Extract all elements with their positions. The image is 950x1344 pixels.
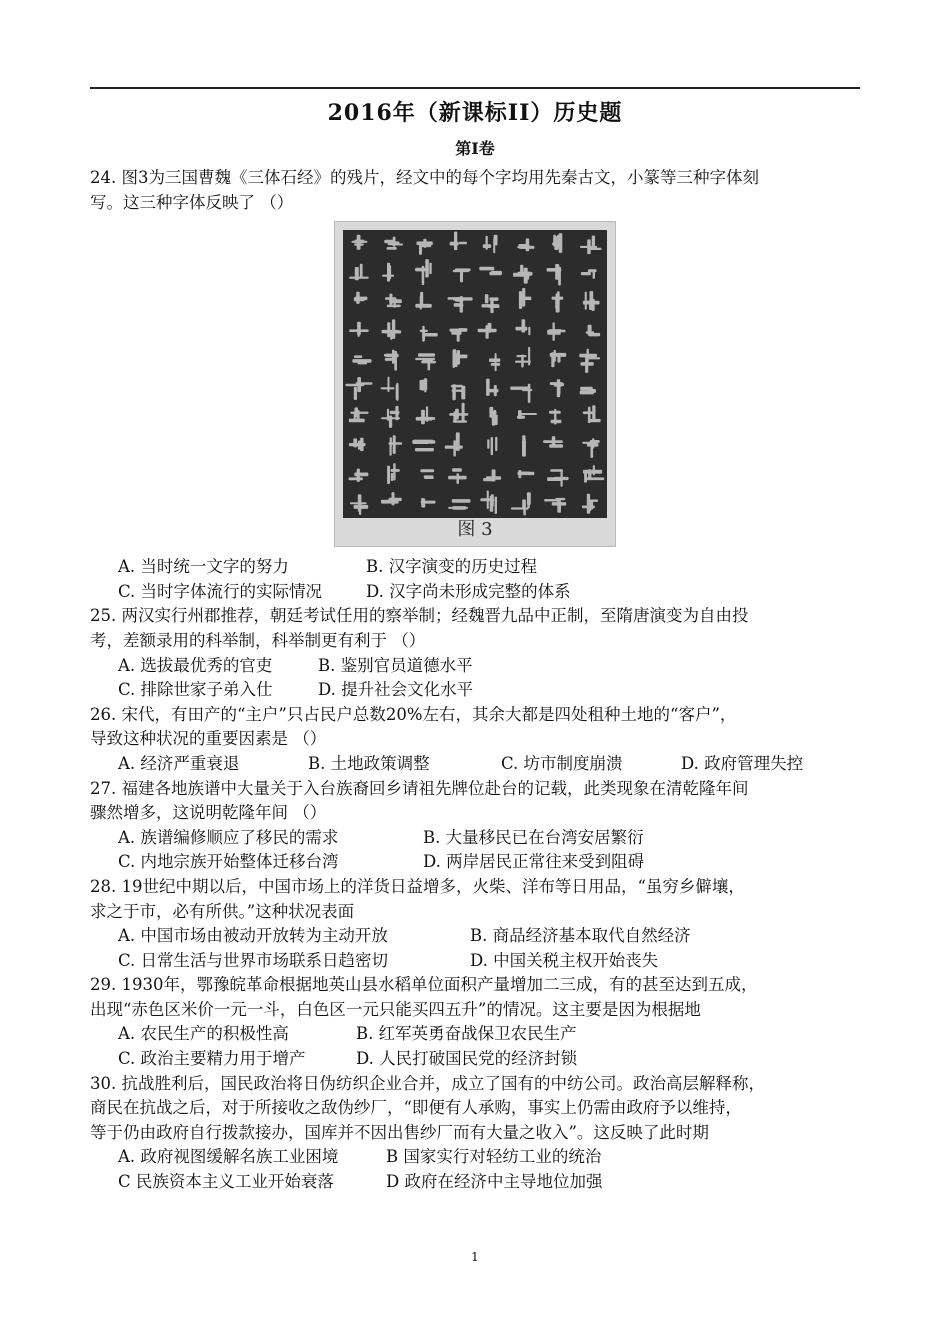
question-stem xyxy=(90,777,860,826)
glyph-stroke xyxy=(555,264,559,280)
glyph-stroke xyxy=(549,411,561,414)
question-30 xyxy=(90,1072,860,1195)
glyph-stroke xyxy=(354,240,364,243)
option-d: D 政府在经济中主导地位加强 xyxy=(386,1172,603,1192)
page-number: 1 xyxy=(471,1250,479,1264)
glyph-stroke xyxy=(354,408,358,418)
option-b: B. 红军英勇奋战保卫农民生产 xyxy=(356,1024,577,1044)
glyph-stroke xyxy=(483,244,491,248)
glyph-stroke xyxy=(457,329,460,342)
glyph-stroke xyxy=(457,473,460,484)
glyph-stroke xyxy=(527,497,530,508)
option-a: A. 政府视图缓解名族工业困境 xyxy=(118,1147,339,1167)
stem-line: 26. 宋代，有田产的“主户”只占民户总数20%左右，其余大都是四处租种土地的“客户”， xyxy=(90,704,737,724)
glyph-stroke xyxy=(585,292,587,310)
question-28 xyxy=(90,875,860,973)
glyph-stroke xyxy=(391,473,394,481)
option-c: C. 内地宗族开始整体迁移台湾 xyxy=(118,852,339,872)
glyph-stroke xyxy=(388,377,390,392)
stem-line: 等于仍由政府自行拨款接办，国库并不因出售纱厂而有大量之收入”。这反映了此时期 xyxy=(90,1122,709,1142)
option-row xyxy=(118,752,860,777)
glyph-stroke xyxy=(520,297,532,301)
stem-line: 商民在抗战之后，对于所接收之敌伪纱厂，“即便有人承购，事实上仍需由政府予以维持， xyxy=(90,1098,742,1118)
option-c: C. 坊市制度崩溃 xyxy=(501,753,623,773)
glyph-stroke xyxy=(557,500,561,513)
glyph-stroke xyxy=(584,473,587,483)
glyph-stroke xyxy=(592,405,595,421)
option-a: A. 当时统一文字的努力 xyxy=(118,557,289,577)
option-c: C. 日常生活与世界市场联系日趋密切 xyxy=(118,950,389,970)
stem-line: 25. 两汉实行州郡推荐，朝廷考试任用的察举制；经魏晋九品中正制，至隋唐演变为自由投 xyxy=(90,606,749,626)
glyph-stroke xyxy=(581,272,591,275)
glyph-stroke xyxy=(516,327,528,331)
option-b: B. 汉字演变的历史过程 xyxy=(366,557,538,577)
glyph-stroke xyxy=(582,506,595,509)
glyph-stroke xyxy=(559,233,563,253)
glyph-stroke xyxy=(586,478,604,481)
option-c: C. 当时字体流行的实际情况 xyxy=(118,581,323,601)
glyph-stroke xyxy=(391,469,400,472)
option-row xyxy=(118,924,860,949)
rubbing-image xyxy=(343,230,607,518)
glyph-stroke xyxy=(554,383,562,387)
glyph-stroke xyxy=(522,500,524,509)
glyph-stroke xyxy=(352,359,371,363)
glyph-stroke xyxy=(425,259,429,277)
glyph-stroke xyxy=(588,248,602,250)
glyph-stroke xyxy=(492,470,496,482)
glyph-stroke xyxy=(394,351,397,371)
options xyxy=(90,1022,860,1071)
glyph-stroke xyxy=(587,349,589,362)
glyph-stroke xyxy=(421,361,436,364)
option-d: D. 人民打破国民党的经济封锁 xyxy=(356,1049,578,1069)
glyph-stroke xyxy=(453,270,469,272)
glyph-stroke xyxy=(516,355,526,357)
stem-line: 28. 19世纪中期以后，中国市场上的洋货日益增多，火柴、洋布等日用品，“虽穷乡僻壤， xyxy=(90,876,745,896)
glyph-stroke xyxy=(387,409,389,421)
stem-line: 24. 图3为三国曹魏《三体石经》的残片，经文中的每个字均用先秦古文，小篆等三种字体刻 xyxy=(90,168,759,187)
glyph-stroke xyxy=(354,356,362,359)
glyph-stroke xyxy=(581,362,594,366)
glyph-stroke xyxy=(421,498,423,507)
glyph-stroke xyxy=(354,473,368,477)
glyph-stroke xyxy=(557,379,560,397)
option-b: B. 大量移民已在台湾安居繁衍 xyxy=(423,827,644,847)
glyph-stroke xyxy=(543,440,563,443)
stone-classic-rubbing-figure xyxy=(334,221,616,547)
glyph-stroke xyxy=(491,271,502,274)
rubbing-glyphs xyxy=(343,230,607,518)
glyph-stroke xyxy=(528,327,530,335)
glyph-stroke xyxy=(488,323,492,333)
question-stem xyxy=(90,1072,860,1146)
glyph-stroke xyxy=(453,421,467,423)
glyph-stroke xyxy=(424,476,434,478)
option-row xyxy=(118,580,860,605)
glyph-stroke xyxy=(354,387,357,400)
glyph-stroke xyxy=(593,270,595,279)
glyph-stroke xyxy=(588,333,600,337)
glyph-stroke xyxy=(592,236,595,249)
glyph-stroke xyxy=(388,242,400,246)
glyph-stroke xyxy=(452,499,471,503)
glyph-stroke xyxy=(522,389,532,391)
glyph-stroke xyxy=(511,508,529,510)
options xyxy=(90,555,860,604)
stem-line: 考，差额录用的科举制，科举制更有利于 （） xyxy=(90,630,426,650)
glyph-stroke xyxy=(588,407,591,424)
glyph-stroke xyxy=(486,379,490,396)
glyph-stroke xyxy=(419,244,422,255)
option-a: A. 经济严重衰退 xyxy=(118,753,240,773)
glyph-stroke xyxy=(416,417,433,421)
glyph-stroke xyxy=(422,330,425,341)
glyph-stroke xyxy=(495,437,497,451)
glyph-stroke xyxy=(452,468,462,472)
glyph-stroke xyxy=(420,380,423,390)
glyph-stroke xyxy=(349,277,369,279)
question-list xyxy=(90,166,860,1195)
question-25 xyxy=(90,604,860,702)
glyph-stroke xyxy=(494,410,497,420)
glyph-stroke xyxy=(556,293,560,312)
glyph-stroke xyxy=(452,384,455,400)
glyph-stroke xyxy=(387,466,390,484)
glyph-stroke xyxy=(462,403,465,422)
option-row xyxy=(118,850,860,875)
option-d: D. 政府管理失控 xyxy=(681,753,804,773)
option-row xyxy=(118,1145,860,1170)
glyph-stroke xyxy=(485,294,489,303)
glyph-stroke xyxy=(454,353,458,367)
glyph-stroke xyxy=(551,352,554,367)
glyph-stroke xyxy=(490,299,493,313)
page-title: 2016年（新课标II）历史题 xyxy=(327,100,623,126)
glyph-stroke xyxy=(384,331,401,334)
glyph-stroke xyxy=(390,330,392,340)
option-b: B 国家实行对轻纺工业的统治 xyxy=(386,1147,602,1167)
glyph-stroke xyxy=(415,304,431,308)
glyph-stroke xyxy=(392,350,395,364)
option-a: A. 族谱编修顺应了移民的需求 xyxy=(118,827,339,847)
glyph-stroke xyxy=(355,267,359,280)
option-row xyxy=(118,1170,860,1195)
glyph-stroke xyxy=(519,244,528,248)
options xyxy=(90,752,860,777)
glyph-stroke xyxy=(389,416,392,428)
option-row xyxy=(118,678,860,703)
glyph-stroke xyxy=(494,235,498,246)
glyph-stroke xyxy=(349,478,363,481)
option-d: D. 两岸居民正常往来受到阻碍 xyxy=(423,852,645,872)
glyph-stroke xyxy=(588,269,597,272)
glyph-stroke xyxy=(556,498,566,500)
glyph-stroke xyxy=(522,435,525,452)
glyph-stroke xyxy=(424,378,427,390)
stem-line: 27. 福建各地族谱中大量关于入台族裔回乡请祖先牌位赴台的记载，此类现象在清乾隆年间 xyxy=(90,778,749,798)
glyph-stroke xyxy=(456,433,460,452)
glyph-stroke xyxy=(350,502,367,504)
option-row xyxy=(118,826,860,851)
glyph-stroke xyxy=(551,420,562,424)
glyph-stroke xyxy=(561,470,563,487)
glyph-stroke xyxy=(385,297,396,300)
glyph-stroke xyxy=(349,443,366,446)
glyph-stroke xyxy=(415,358,435,360)
glyph-stroke xyxy=(593,465,595,475)
glyph-stroke xyxy=(547,330,565,333)
option-b: B. 鉴别官员道德水平 xyxy=(318,655,473,675)
glyph-stroke xyxy=(522,319,526,332)
option-row xyxy=(118,1047,860,1072)
glyph-stroke xyxy=(587,443,598,447)
glyph-stroke xyxy=(389,442,403,445)
glyph-stroke xyxy=(454,232,457,251)
glyph-stroke xyxy=(360,264,363,279)
option-c: C. 政治主要精力用于增产 xyxy=(118,1049,306,1069)
option-row xyxy=(118,1022,860,1047)
glyph-stroke xyxy=(395,406,398,420)
glyph-stroke xyxy=(450,329,463,332)
option-b: B. 商品经济基本取代自然经济 xyxy=(470,926,691,946)
glyph-stroke xyxy=(590,440,600,443)
option-a: A. 农民生产的积极性高 xyxy=(118,1024,289,1044)
glyph-stroke xyxy=(349,419,365,423)
glyph-stroke xyxy=(387,271,390,279)
options xyxy=(90,826,860,875)
glyph-stroke xyxy=(513,273,530,277)
stem-line: 写。这三种字体反映了 （） xyxy=(90,192,294,212)
question-26 xyxy=(90,703,860,777)
glyph-stroke xyxy=(583,301,600,305)
option-row xyxy=(118,555,860,580)
glyph-stroke xyxy=(387,322,390,337)
question-stem xyxy=(90,166,860,215)
option-c: C 民族资本主义工业开始衰落 xyxy=(118,1172,334,1192)
glyph-stroke xyxy=(423,239,426,248)
section-title: 第I卷 xyxy=(455,139,495,158)
options xyxy=(90,654,860,703)
glyph-stroke xyxy=(495,353,497,371)
question-24 xyxy=(90,166,860,604)
glyph-stroke xyxy=(420,469,434,472)
glyph-stroke xyxy=(450,242,459,246)
glyph-stroke xyxy=(517,416,525,419)
glyph-stroke xyxy=(345,384,364,387)
glyph-stroke xyxy=(448,507,468,509)
glyph-stroke xyxy=(396,383,398,401)
glyph-stroke xyxy=(454,303,464,307)
option-a: A. 选拔最优秀的官吏 xyxy=(118,655,273,675)
glyph-stroke xyxy=(518,470,521,478)
option-c: C. 排除世家子弟入仕 xyxy=(118,680,273,700)
glyph-stroke xyxy=(487,491,489,510)
option-b: B. 土地政策调整 xyxy=(308,753,430,773)
option-row xyxy=(118,654,860,679)
stem-line: 骤然增多，这说明乾隆年间 （） xyxy=(90,803,327,823)
glyph-stroke xyxy=(580,391,594,395)
glyph-stroke xyxy=(587,240,591,255)
glyph-stroke xyxy=(392,320,395,340)
glyph-stroke xyxy=(461,386,465,400)
stem-line: 求之于市，必有所供。”这种状况表面 xyxy=(90,901,355,921)
glyph-stroke xyxy=(491,494,494,506)
option-a: A. 中国市场由被动开放转为主动开放 xyxy=(118,926,388,946)
glyph-stroke xyxy=(415,448,434,451)
glyph-stroke xyxy=(459,355,467,359)
glyph-stroke xyxy=(381,500,399,504)
question-27 xyxy=(90,777,860,875)
option-row xyxy=(118,949,860,974)
glyph-stroke xyxy=(589,357,601,359)
glyph-stroke xyxy=(459,242,467,245)
stem-line: 出现“赤色区米价一元一斗，白色区一元只能买四五升”的情况。这主要是因为根据地 xyxy=(90,999,701,1019)
glyph-stroke xyxy=(429,263,431,275)
options xyxy=(90,924,860,973)
glyph-stroke xyxy=(418,353,435,356)
glyph-stroke xyxy=(491,437,493,455)
glyph-stroke xyxy=(587,494,590,514)
option-d: D. 提升社会文化水平 xyxy=(318,680,474,700)
stem-line: 29. 1930年，鄂豫皖革命根据地英山县水稻单位面积产量增加二三成，有的甚至达到五成， xyxy=(90,975,758,995)
glyph-stroke xyxy=(357,322,361,335)
glyph-stroke xyxy=(549,444,563,448)
glyph-stroke xyxy=(479,267,494,271)
stem-line: 30. 抗战胜利后，国民政治将日伪纺织企业合并，成立了国有的中纺公司。政治高层解释称， xyxy=(90,1073,765,1093)
question-stem xyxy=(90,703,860,752)
top-rule xyxy=(90,87,860,89)
glyph-stroke xyxy=(528,347,530,366)
glyph-stroke xyxy=(554,236,558,250)
glyph-stroke xyxy=(495,497,497,515)
question-29 xyxy=(90,973,860,1071)
options xyxy=(90,1145,860,1194)
glyph-stroke xyxy=(353,439,357,448)
glyph-stroke xyxy=(552,297,564,300)
glyph-stroke xyxy=(355,297,368,301)
glyph-stroke xyxy=(488,305,499,309)
option-d: D. 中国关税主权开始丧失 xyxy=(470,950,659,970)
option-d: D. 汉字尚未形成完整的体系 xyxy=(366,581,571,601)
glyph-stroke xyxy=(387,247,397,250)
glyph-stroke xyxy=(487,440,489,449)
question-stem xyxy=(90,973,860,1022)
figure-caption: 图 3 xyxy=(457,518,493,540)
question-stem xyxy=(90,875,860,924)
glyph-stroke xyxy=(424,440,435,443)
glyph-stroke xyxy=(453,440,456,456)
question-stem xyxy=(90,604,860,653)
stem-line: 导致这种状况的重要因素是 （） xyxy=(90,729,327,749)
